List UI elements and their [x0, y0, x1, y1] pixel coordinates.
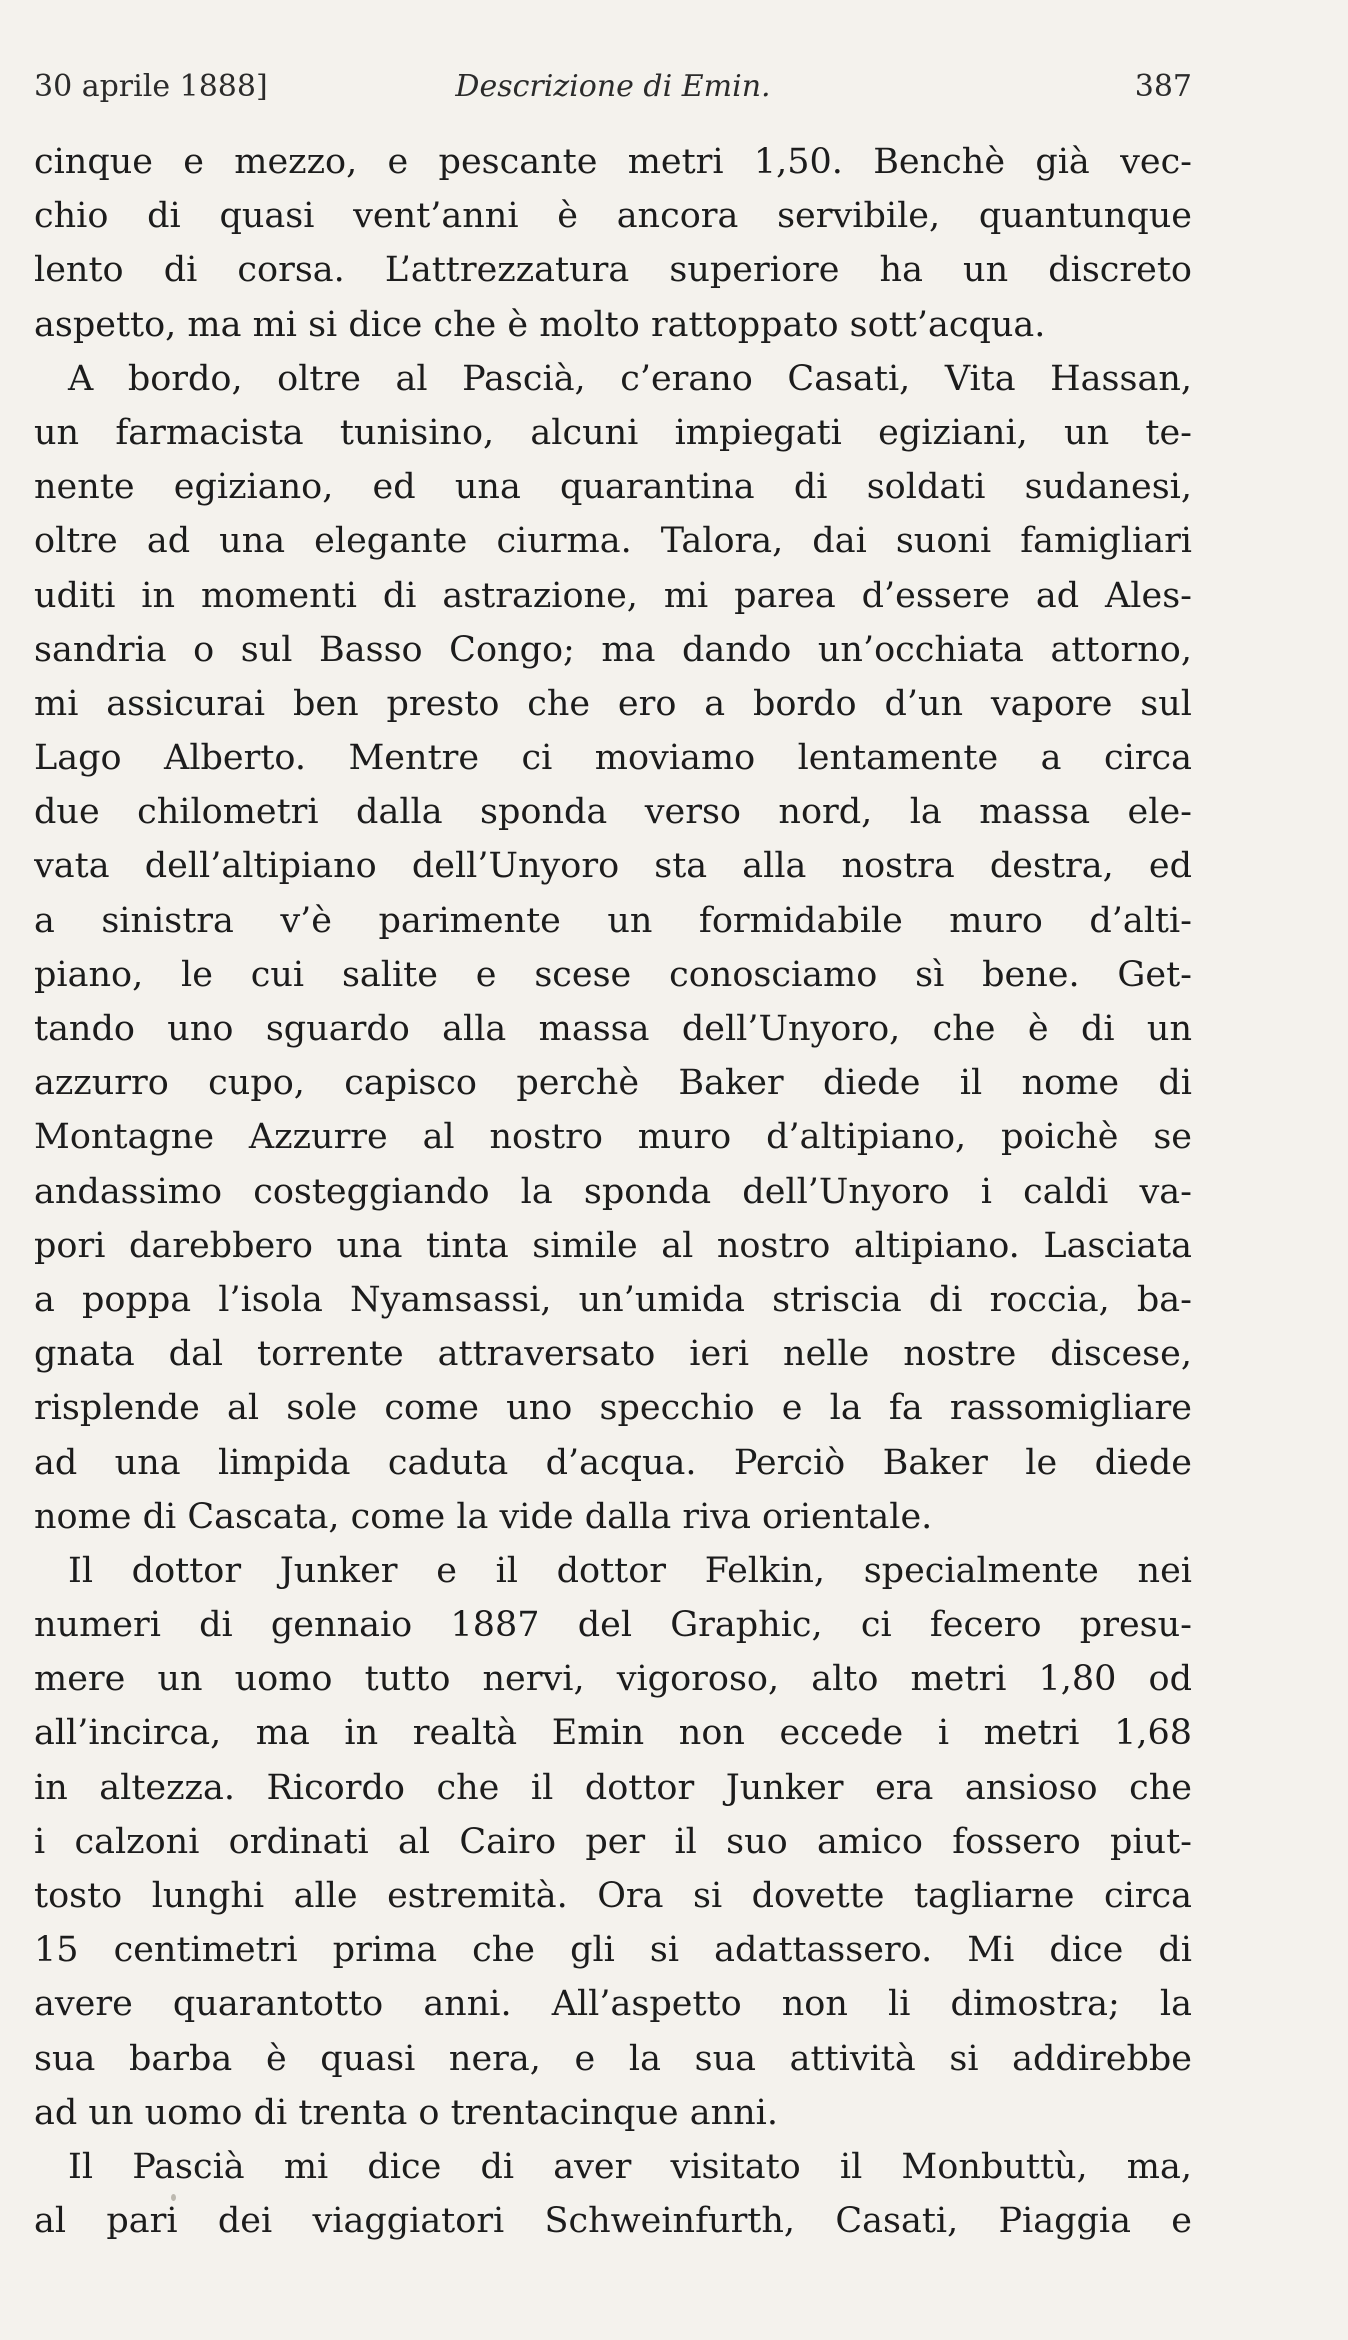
- page-body: [34, 135, 1192, 2248]
- paragraph-start-line: Il Pascià mi dice di aver visitato il Monbuttù, ma,: [68, 2146, 1192, 2187]
- text-line: uditi in momenti di astrazione, mi parea d’essere ad Ales-: [34, 575, 1192, 616]
- text-line: due chilometri dalla sponda verso nord, la massa ele-: [34, 792, 1192, 833]
- text-line: nente egiziano, ed una quarantina di soldati sudanesi,: [34, 467, 1192, 508]
- text-line: azzurro cupo, capisco perchè Baker diede il nome di: [34, 1063, 1192, 1104]
- running-header: [34, 62, 1192, 112]
- text-line: al pari dei viaggiatori Schweinfurth, Casati, Piaggia e: [34, 2201, 1192, 2242]
- page-number: 387: [1134, 69, 1192, 104]
- text-line: a sinistra v’è parimente un formidabile muro d’alti-: [34, 900, 1192, 941]
- text-line: numeri di gennaio 1887 del Graphic, ci fecero presu-: [34, 1605, 1192, 1646]
- text-line: un farmacista tunisino, alcuni impiegati egiziani, un te-: [34, 412, 1192, 453]
- text-line: andassimo costeggiando la sponda dell’Unyoro i caldi va-: [34, 1171, 1192, 1212]
- text-line: cinque e mezzo, e pescante metri 1,50. Benchè già vec-: [34, 142, 1192, 182]
- text-line: mi assicurai ben presto che ero a bordo d’un vapore sul: [34, 683, 1192, 724]
- paper-speck: [171, 2194, 176, 2201]
- text-line: risplende al sole come uno specchio e la fa rassomigliare: [34, 1388, 1192, 1429]
- text-line: avere quarantotto anni. All’aspetto non li dimostra; la: [34, 1984, 1192, 2025]
- paragraph-start-line: Il dottor Junker e il dottor Felkin, specialmente nei: [68, 1550, 1192, 1591]
- text-line: sandria o sul Basso Congo; ma dando un’occhiata attorno,: [34, 629, 1192, 670]
- text-line: chio di quasi vent’anni è ancora servibile, quantunque: [34, 196, 1192, 237]
- text-line: piano, le cui salite e scese conosciamo sì bene. Get-: [34, 954, 1192, 995]
- text-line: oltre ad una elegante ciurma. Talora, dai suoni famigliari: [34, 521, 1192, 562]
- text-line: tando uno sguardo alla massa dell’Unyoro, che è di un: [34, 1009, 1192, 1049]
- text-line: nome di Cascata, come la vide dalla riva orientale.: [34, 1496, 933, 1537]
- text-line: tosto lunghi alle estremità. Ora si dovette tagliarne circa: [34, 1876, 1192, 1916]
- text-line: sua barba è quasi nera, e la sua attività si addirebbe: [34, 2038, 1192, 2079]
- text-line: pori darebbero una tinta simile al nostro altipiano. Lasciata: [34, 1225, 1192, 1266]
- text-line: Lago Alberto. Mentre ci moviamo lentamente a circa: [34, 738, 1192, 779]
- text-line: vata dell’altipiano dell’Unyoro sta alla nostra destra, ed: [34, 846, 1192, 887]
- header-date: 30 aprile 1888]: [34, 69, 268, 104]
- text-line: i calzoni ordinati al Cairo per il suo amico fossero piut-: [34, 1821, 1192, 1862]
- text-line: aspetto, ma mi si dice che è molto rattoppato sott’acqua.: [34, 304, 1046, 345]
- text-line: in altezza. Ricordo che il dottor Junker era ansioso che: [34, 1767, 1192, 1808]
- text-line: Montagne Azzurre al nostro muro d’altipiano, poichè se: [34, 1117, 1192, 1158]
- header-title: Descrizione di Emin.: [455, 69, 771, 104]
- text-line: gnata dal torrente attraversato ieri nelle nostre discese,: [34, 1334, 1192, 1375]
- text-line: 15 centimetri prima che gli si adattassero. Mi dice di: [34, 1930, 1192, 1971]
- text-line: mere un uomo tutto nervi, vigoroso, alto metri 1,80 od: [34, 1659, 1192, 1700]
- text-line: ad un uomo di trenta o trentacinque anni.: [34, 2092, 779, 2133]
- text-line: lento di corsa. L’attrezzatura superiore ha un discreto: [34, 250, 1192, 291]
- text-line: a poppa l’isola Nyamsassi, un’umida striscia di roccia, ba-: [34, 1279, 1192, 1320]
- text-line: all’incirca, ma in realtà Emin non eccede i metri 1,68: [34, 1713, 1192, 1754]
- paragraph-start-line: A bordo, oltre al Pascià, c’erano Casati, Vita Hassan,: [68, 358, 1192, 399]
- text-line: ad una limpida caduta d’acqua. Perciò Baker le diede: [34, 1442, 1192, 1483]
